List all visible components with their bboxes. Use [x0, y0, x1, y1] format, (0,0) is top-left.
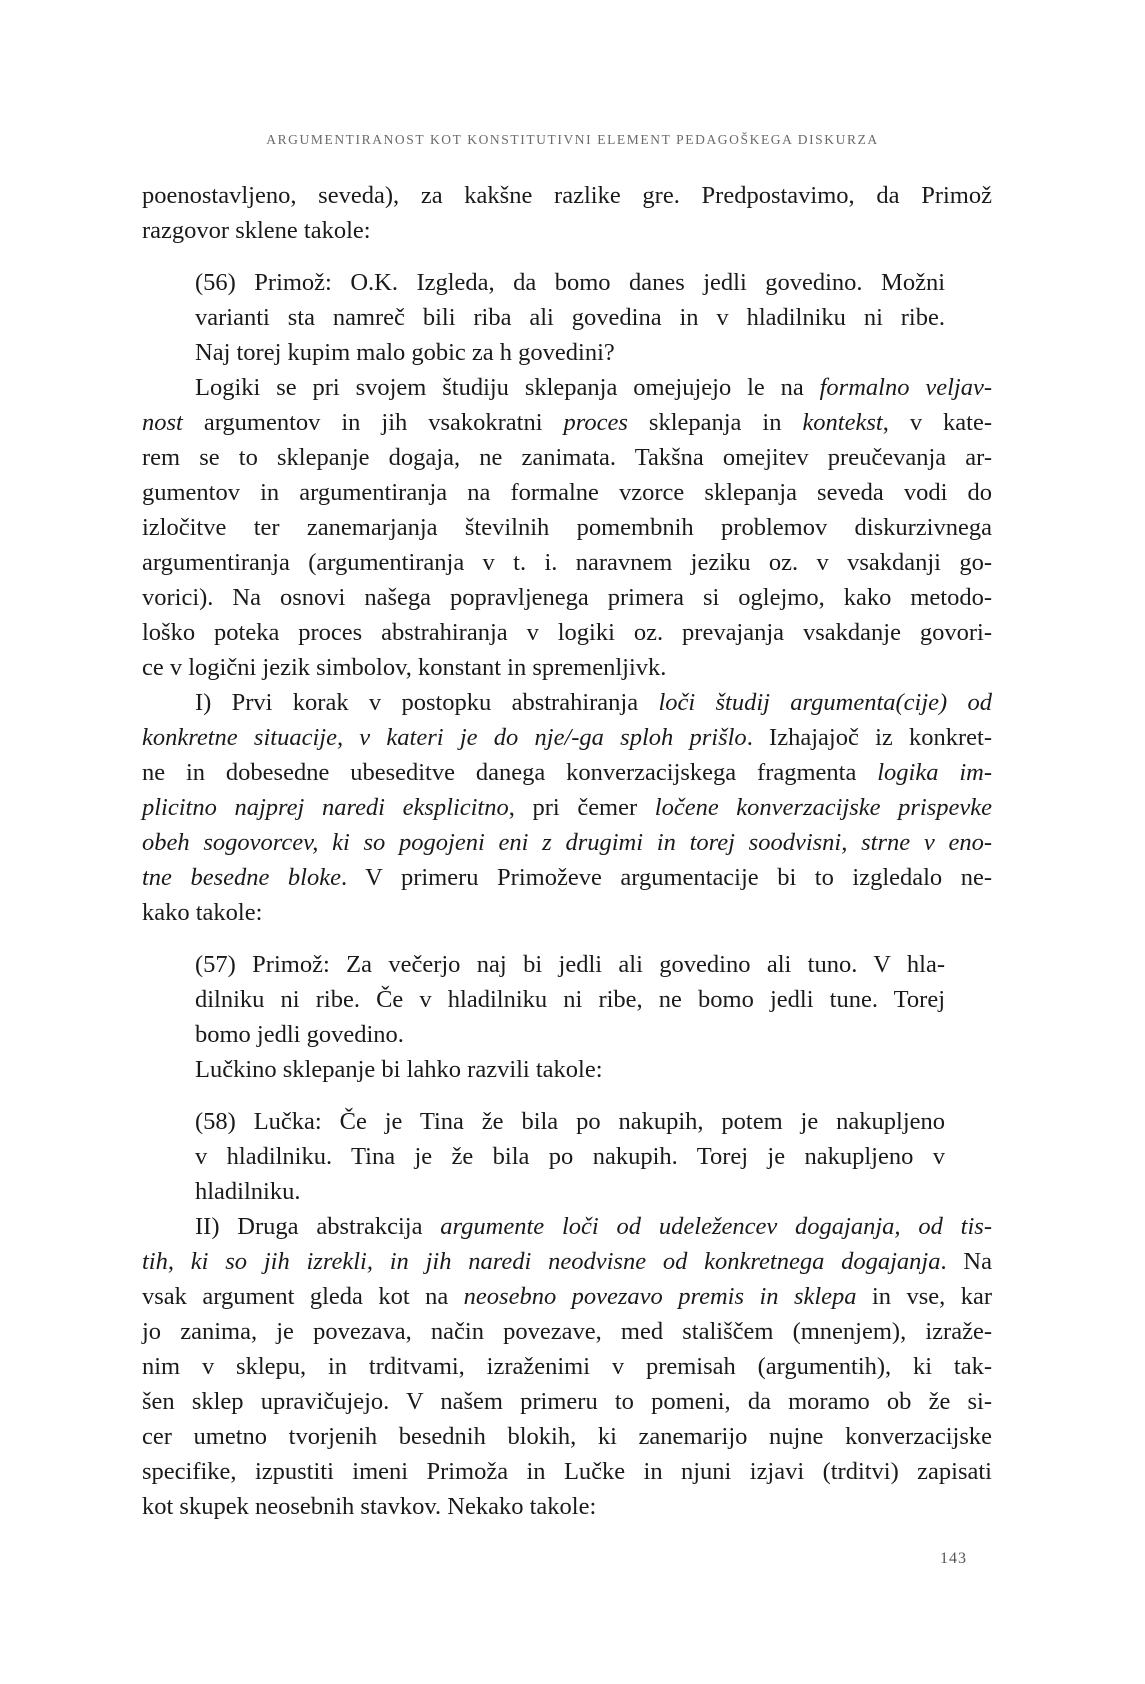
- example-line: (56) Primož: O.K. Izgleda, da bomo danes jedli govedino. Možni: [195, 269, 945, 296]
- text-line: izločitve ter zanemarjanja številnih pomembnih problemov diskurzivnega: [142, 514, 992, 541]
- text-line: kot skupek neosebnih stavkov. Nekako takole:: [142, 1493, 597, 1520]
- text-line: razgovor sklene takole:: [142, 217, 371, 244]
- text-line: II) Druga abstrakcija argumente loči od udeležencev dogajanja, od tis-: [195, 1213, 992, 1240]
- text-line: šen sklep upravičujejo. V našem primeru to pomeni, da moramo ob že si-: [142, 1388, 992, 1415]
- text-line: tne besedne bloke. V primeru Primoževe argumentacije bi to izgledalo ne-: [142, 864, 992, 891]
- text-line: tih, ki so jih izrekli, in jih naredi neodvisne od konkretnega dogajanja. Na: [142, 1248, 992, 1275]
- text-line: plicitno najprej naredi eksplicitno, pri čemer ločene konverzacijske prispevke: [142, 794, 993, 821]
- example-line: hladilniku.: [195, 1178, 301, 1205]
- page-body: [142, 178, 992, 1524]
- text-line: Logiki se pri svojem študiju sklepanja omejujejo le na formalno veljav-: [195, 374, 992, 401]
- text-line: argumentiranja (argumentiranja v t. i. naravnem jeziku oz. v vsakdanji go-: [142, 549, 992, 576]
- text-line: rem se to sklepanje dogaja, ne zanimata. Takšna omejitev preučevanja ar-: [142, 444, 992, 471]
- example-line: (58) Lučka: Če je Tina že bila po nakupih, potem je nakupljeno: [195, 1108, 945, 1135]
- example-56: [142, 265, 992, 370]
- text-line: kako takole:: [142, 899, 263, 926]
- text-line: nim v sklepu, in trditvami, izraženimi v premisah (argumentih), ki tak-: [142, 1353, 992, 1380]
- text-line: I) Prvi korak v postopku abstrahiranja loči študij argumenta(cije) od: [195, 689, 992, 716]
- example-line: varianti sta namreč bili riba ali govedina in v hladilniku ni ribe.: [195, 304, 945, 331]
- example-line: dilniku ni ribe. Če v hladilniku ni ribe, ne bomo jedli tune. Torej: [195, 986, 945, 1013]
- text-line: jo zanima, je povezava, način povezave, med stališčem (mnenjem), izraže-: [142, 1318, 992, 1345]
- text-line: specifike, izpustiti imeni Primoža in Lučke in njuni izjavi (trditvi) zapisati: [142, 1458, 992, 1485]
- paragraph-logic: [142, 370, 992, 685]
- text-line: ne in dobesedne ubeseditve danega konverzacijskega fragmenta logika im-: [142, 759, 992, 786]
- example-58: [142, 1104, 992, 1209]
- example-line: bomo jedli govedino.: [195, 1021, 404, 1048]
- text-line: poenostavljeno, seveda), za kakšne razlike gre. Predpostavimo, da Primož: [142, 182, 992, 209]
- example-line: (57) Primož: Za večerjo naj bi jedli ali govedino ali tuno. V hla-: [195, 951, 945, 978]
- text-line: konkretne situacije, v kateri je do nje/-ga sploh prišlo. Izhajajoč iz konkret-: [142, 724, 993, 751]
- text-line: vorici). Na osnovi našega popravljenega primera si oglejmo, kako metodo-: [142, 584, 992, 611]
- example-line: v hladilniku. Tina je že bila po nakupih. Torej je nakupljeno v: [195, 1143, 945, 1170]
- text-line: nost argumentov in jih vsakokratni proces sklepanja in kontekst, v kate-: [142, 409, 993, 436]
- text-line: cer umetno tvorjenih besednih blokih, ki zanemarijo nujne konverzacijske: [142, 1423, 992, 1450]
- text-line: ce v logični jezik simbolov, konstant in spremenljivk.: [142, 654, 667, 681]
- paragraph-step-1: [142, 685, 992, 930]
- example-line: Naj torej kupim malo gobic za h govedini?: [195, 339, 615, 366]
- text-line: gumentov in argumentiranja na formalne vzorce sklepanja seveda vodi do: [142, 479, 992, 506]
- text-line: obeh sogovorcev, ki so pogojeni eni z drugimi in torej soodvisni, strne v eno-: [142, 829, 992, 856]
- text-line: loško poteka proces abstrahiranja v logiki oz. prevajanja vsakdanje govori-: [142, 619, 992, 646]
- paragraph-intro: [142, 178, 992, 248]
- paragraph-step-2: [142, 1209, 992, 1524]
- running-head: ARGUMENTIRANOST KOT KONSTITUTIVNI ELEMENT PEDAGOŠKEGA DISKURZA: [266, 132, 879, 147]
- text-line: vsak argument gleda kot na neosebno povezavo premis in sklepa in vse, kar: [142, 1283, 993, 1310]
- transition-line: Lučkino sklepanje bi lahko razvili takole:: [195, 1056, 603, 1083]
- page-number: 143: [940, 1550, 967, 1567]
- example-57: [142, 947, 992, 1052]
